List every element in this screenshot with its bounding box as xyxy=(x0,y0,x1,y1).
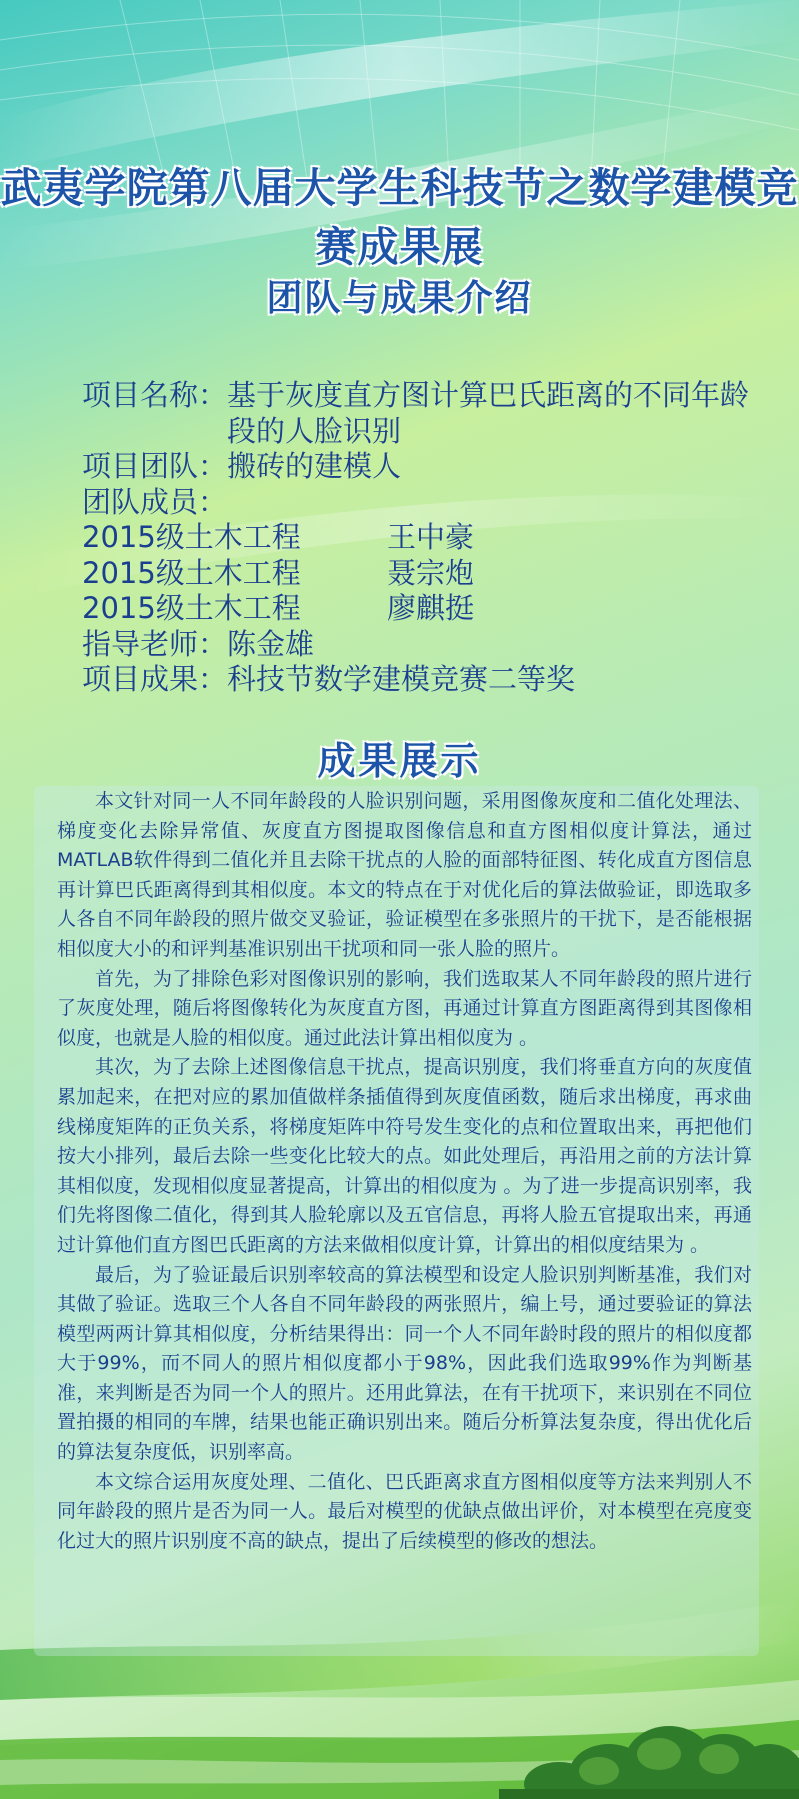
result-value: 科技节数学建模竞赛二等奖 xyxy=(227,662,576,696)
result-row xyxy=(82,662,762,698)
results-heading: 成果展示 xyxy=(317,739,482,783)
team-row xyxy=(82,449,762,485)
trees-decoration xyxy=(499,1679,799,1799)
member-name: 聂宗炮 xyxy=(387,555,475,590)
paragraph: 本文综合运用灰度处理、二值化、巴氏距离求直方图相似度等方法来判别人不同年龄段的照片是否为同一人。最后对模型的优缺点做出评价，对本模型在亮度变化过大的照片识别度不高的缺点，提出了后续模型的修改的想法。 xyxy=(57,1470,752,1552)
project-name-row xyxy=(82,378,762,449)
advisor-value: 陈金雄 xyxy=(227,626,315,661)
project-name-label: 项目名称： xyxy=(82,378,228,412)
team-label: 项目团队： xyxy=(82,449,228,483)
members-row xyxy=(82,485,762,521)
paragraph: 最后，为了验证最后识别率较高的算法模型和设定人脸识别判断基准，我们对其做了验证。选取三个人各自不同年龄段的两张照片，编上号，通过要验证的算法模型两两计算其相似度，分析结果得出：同一个人不同年龄时段的照片的相似度都大于99%，而不同人的照片相似度都小于98%，因此我们选取99%作为判断基准，来判断是否为同一个人的照片。还用此算法，在有干扰项下，来识别在不同位置拍摄的相同的车牌，结果也能正确识别出来。随后分析算法复杂度，得出优化后的算法复杂度低，识别率高。 xyxy=(57,1263,752,1464)
members-label: 团队成员： xyxy=(82,484,228,519)
member-item xyxy=(82,520,762,556)
poster-subtitle: 团队与成果介绍 xyxy=(266,278,533,319)
paragraph: 首先，为了排除色彩对图像识别的影响，我们选取某人不同年龄段的照片进行了灰度处理，随后将图像转化为灰度直方图，再通过计算直方图距离得到其图像相似度，也就是人脸的相似度。通过此法计算出相似度为 。 xyxy=(57,967,752,1049)
result-label: 项目成果： xyxy=(82,662,228,696)
paragraph: 其次，为了去除上述图像信息干扰点，提高识别度，我们将垂直方向的灰度值累加起来，在把对应的累加值做样条插值得到灰度值函数，随后求出梯度，再求曲线梯度矩阵的正负关系，将梯度矩阵中符号发生变化的点和位置取出来，再把他们按大小排列，最后去除一些变化比较大的点。如此处理后，再沿用之前的方法计算其相似度，发现相似度显著提高，计算出的相似度为 。为了进一步提高识别率，我们先将图像二值化，得到其人脸轮廓以及五官信息，再将人脸五官提取出来，再通过计算他们直方图巴氏距离的方法来做相似度计算，计算出的相似度结果为 。 xyxy=(57,1056,752,1256)
member-item xyxy=(82,556,762,592)
advisor-row xyxy=(82,627,762,663)
member-major: 2015级土木工程 xyxy=(82,520,301,554)
member-major: 2015级土木工程 xyxy=(82,555,301,590)
member-major: 2015级土木工程 xyxy=(82,591,301,625)
advisor-label: 指导老师： xyxy=(82,626,228,661)
project-name-value: 基于灰度直方图计算巴氏距离的不同年龄段的人脸识别 xyxy=(227,378,750,448)
member-name: 王中豪 xyxy=(387,520,475,554)
results-body xyxy=(57,787,752,1556)
member-name: 廖麒挺 xyxy=(387,591,475,625)
team-info xyxy=(82,378,762,698)
member-item xyxy=(82,591,762,627)
poster-title: 武夷学院第八届大学生科技节之数学建模竞赛成果展 xyxy=(0,164,799,271)
team-value: 搬砖的建模人 xyxy=(227,449,402,483)
paragraph: 本文针对同一人不同年龄段的人脸识别问题，采用图像灰度和二值化处理法、梯度变化去除异常值、灰度直方图提取图像信息和直方图相似度计算法，通过MATLAB软件得到二值化并且去除干扰点的人脸的面部特征图、转化成直方图信息再计算巴氏距离得到其相似度。本文的特点在于对优化后的算法做验证，即选取多人各自不同年龄段的照片做交叉验证，验证模型在多张照片的干扰下，是否能根据相似度大小的和评判基准识别出干扰项和同一张人脸的照片。 xyxy=(57,790,752,960)
